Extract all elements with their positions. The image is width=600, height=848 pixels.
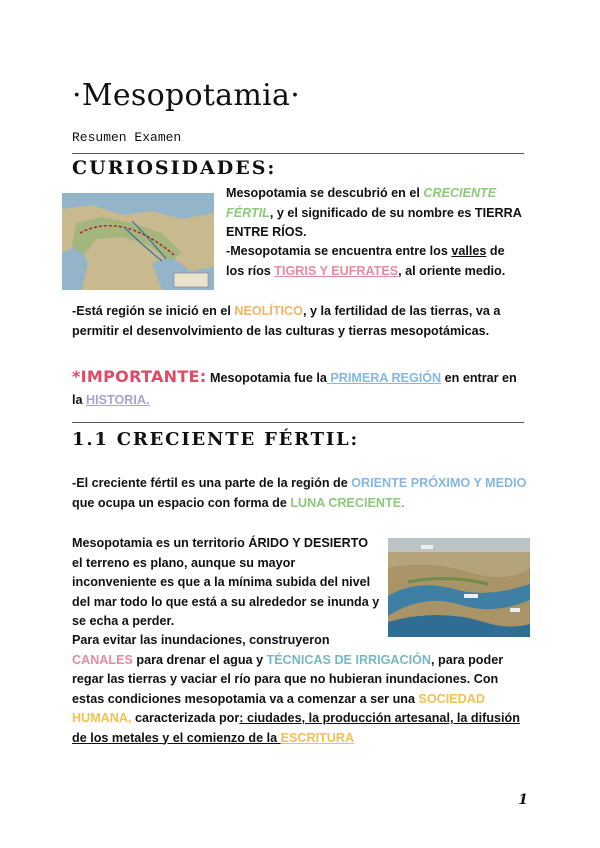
text: Para evitar las inundaciones, construyeron xyxy=(72,633,330,647)
highlight-caracteristicas: : ciudades, la producción artesanal, la difusión de los metales y el comienzo de la xyxy=(72,711,520,745)
importante-note xyxy=(72,366,528,411)
page-title: ·Mesopotamia· xyxy=(72,78,301,113)
highlight-sociedad-humana: SOCIEDAD HUMANA, xyxy=(72,691,485,725)
divider xyxy=(72,422,524,423)
text: Mesopotamia es un territorio ÁRIDO Y DESIERTO el terreno es plano, aunque su mayor inconveniente es que a la mínima subida del nivel del mar todo lo que está a su alrededor se inunda y se echa a perder. xyxy=(72,536,380,628)
text: que ocupa un espacio con forma de xyxy=(72,495,291,510)
text: , y el significado de su nombre es TIERRA ENTRE RÍOS. xyxy=(226,205,522,239)
page-number: 1 xyxy=(518,792,528,808)
river-photo-icon xyxy=(388,538,530,637)
heading-creciente-fertil: 1.1 CRECIENTE FÉRTIL: xyxy=(72,429,359,450)
text: para drenar el agua y xyxy=(132,652,267,667)
text: , para poder regar las tierras y vaciar el río para que no hubieran inundaciones. Con estas condiciones mesopotamia va a comenzar a ser una xyxy=(72,652,504,706)
highlight-tigris-eufrates: TIGRIS Y EUFRATES xyxy=(274,263,399,278)
fertile-crescent-map-image xyxy=(62,193,214,290)
creciente-paragraph-2b xyxy=(72,631,528,748)
curiosidades-paragraph-3 xyxy=(72,302,528,341)
text: caracterizada por xyxy=(131,711,240,725)
text: , al oriente medio. xyxy=(398,263,506,278)
highlight-valles: valles xyxy=(451,244,487,258)
map-icon xyxy=(62,193,214,290)
highlight-escritura: ESCRITURA xyxy=(280,730,355,745)
text: -Mesopotamia se encuentra entre los xyxy=(226,244,452,258)
heading-curiosidades: CURIOSIDADES: xyxy=(72,157,277,179)
divider xyxy=(72,153,524,154)
creciente-paragraph-1 xyxy=(72,474,528,513)
curiosidades-paragraph-2 xyxy=(226,242,526,281)
page-subtitle: Resumen Examen xyxy=(72,130,182,145)
text: , y la fertilidad de las tierras, va a permitir el desenvolvimiento de las culturas y tierras mesopotámicas. xyxy=(72,304,501,338)
creciente-paragraph-2a xyxy=(72,534,380,632)
highlight-creciente-fertil: CRECIENTE FÉRTIL xyxy=(226,186,497,220)
important-label: *IMPORTANTE: xyxy=(72,367,207,386)
highlight-canales: CANALES xyxy=(72,652,133,667)
highlight-historia: HISTORIA. xyxy=(86,393,150,407)
text: en entrar en la xyxy=(72,371,517,407)
text: -El creciente fértil es una parte de la región de xyxy=(72,476,352,490)
curiosidades-paragraph-1 xyxy=(226,184,526,243)
highlight-neolitico: NEOLÍTICO xyxy=(234,304,303,318)
river-landscape-image xyxy=(388,538,530,637)
text: Mesopotamia se descubrió en el xyxy=(226,186,424,200)
text: -Está región se inició en el xyxy=(72,304,235,318)
highlight-oriente: ORIENTE PRÓXIMO Y MEDIO xyxy=(351,476,527,490)
highlight-tecnicas-irrigacion: TÉCNICAS DE IRRIGACIÓN xyxy=(266,652,432,667)
highlight-primera-region: PRIMERA REGIÓN xyxy=(326,371,442,385)
highlight-luna-creciente: LUNA CRECIENTE. xyxy=(290,495,405,510)
text: Mesopotamia fue la xyxy=(206,371,327,385)
text: de los ríos xyxy=(226,244,505,278)
